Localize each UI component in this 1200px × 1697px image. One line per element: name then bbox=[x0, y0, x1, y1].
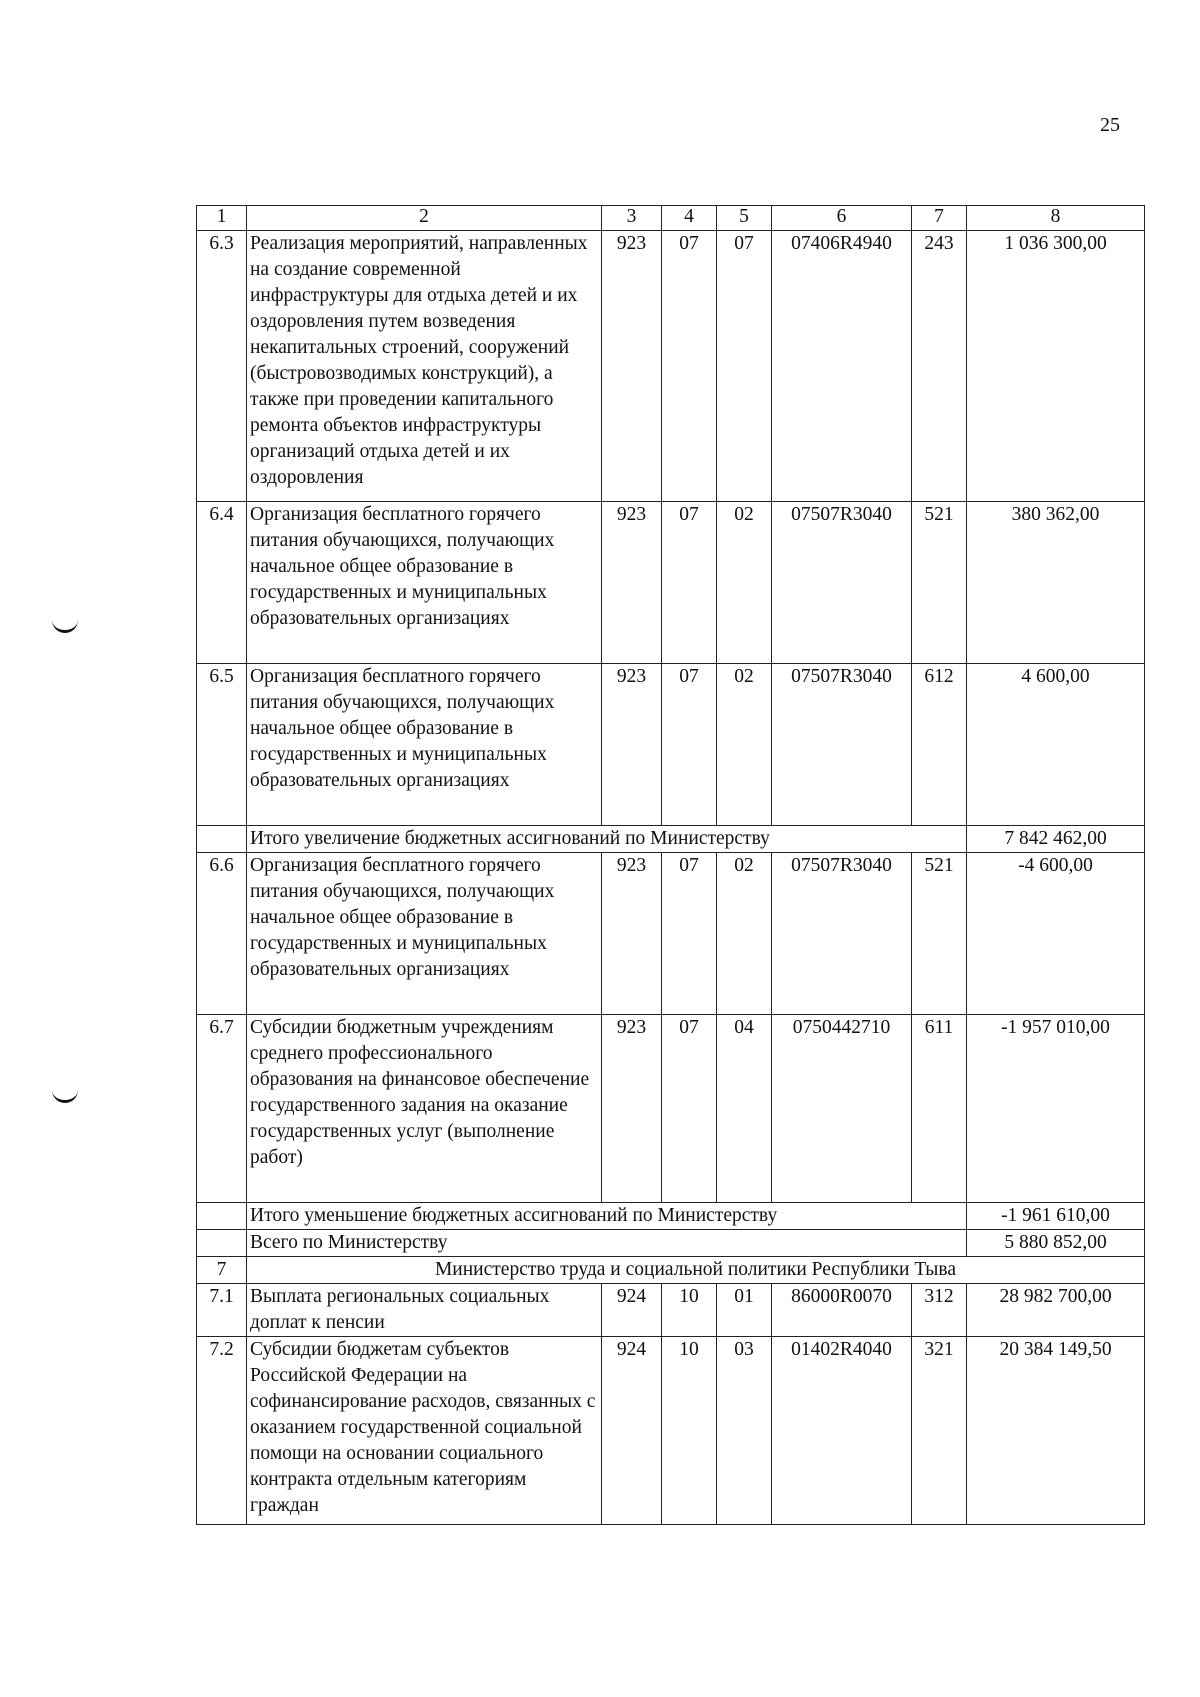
row-description: Организация бесплатного горячего питания обучающихся, получающих начальное общее образование в государственных и муниципальных образовательных организациях bbox=[247, 853, 602, 1015]
row-amount: -4 600,00 bbox=[967, 853, 1145, 1015]
row-description: Субсидии бюджетам субъектов Российской Федерации на софинансирование расходов, связанных с оказанием государственной социальной помощи на основании социального контракта отдельным категориям граждан bbox=[247, 1337, 602, 1525]
column-header: 8 bbox=[967, 206, 1145, 231]
table-row bbox=[197, 502, 1145, 664]
column-header: 5 bbox=[717, 206, 772, 231]
row-col-4: 10 bbox=[662, 1284, 717, 1337]
column-header: 2 bbox=[247, 206, 602, 231]
table-row bbox=[197, 1337, 1145, 1525]
row-col-7: 521 bbox=[912, 853, 967, 1015]
section-title: Министерство труда и социальной политики Республики Тыва bbox=[247, 1257, 1145, 1284]
page-number: 25 bbox=[1100, 114, 1120, 136]
row-col-3: 924 bbox=[602, 1337, 662, 1525]
row-number bbox=[197, 1203, 247, 1230]
row-col-6: 07406R4940 bbox=[772, 231, 912, 502]
table-row bbox=[197, 664, 1145, 826]
row-col-5: 01 bbox=[717, 1284, 772, 1337]
column-header: 6 bbox=[772, 206, 912, 231]
row-amount: 380 362,00 bbox=[967, 502, 1145, 664]
column-header: 4 bbox=[662, 206, 717, 231]
row-col-3: 923 bbox=[602, 231, 662, 502]
total-row bbox=[197, 1203, 1145, 1230]
row-description: Субсидии бюджетным учреждениям среднего профессионального образования на финансовое обеспечение государственного задания на оказание государственных услуг (выполнение работ) bbox=[247, 1015, 602, 1203]
row-col-5: 02 bbox=[717, 853, 772, 1015]
row-number bbox=[197, 1230, 247, 1257]
row-col-4: 07 bbox=[662, 853, 717, 1015]
row-col-4: 07 bbox=[662, 231, 717, 502]
total-label: Всего по Министерству bbox=[247, 1230, 967, 1257]
row-description: Организация бесплатного горячего питания обучающихся, получающих начальное общее образование в государственных и муниципальных образовательных организациях bbox=[247, 502, 602, 664]
row-col-3: 923 bbox=[602, 1015, 662, 1203]
margin-mark bbox=[52, 618, 78, 633]
row-number: 6.6 bbox=[197, 853, 247, 1015]
row-col-7: 312 bbox=[912, 1284, 967, 1337]
total-label: Итого увеличение бюджетных ассигнований по Министерству bbox=[247, 826, 967, 853]
row-amount: 28 982 700,00 bbox=[967, 1284, 1145, 1337]
row-amount: 20 384 149,50 bbox=[967, 1337, 1145, 1525]
row-number: 6.5 bbox=[197, 664, 247, 826]
section-row bbox=[197, 1257, 1145, 1284]
budget-table bbox=[196, 205, 1145, 1525]
row-col-6: 07507R3040 bbox=[772, 664, 912, 826]
row-col-7: 521 bbox=[912, 502, 967, 664]
row-col-3: 923 bbox=[602, 853, 662, 1015]
row-description: Реализация мероприятий, направленных на создание современной инфраструктуры для отдыха детей и их оздоровления путем возведения некапитальных строений, сооружений (быстровозводимых конструкций), а также при проведении капитального ремонта объектов инфраструктуры организаций отдыха детей и их оздоровления bbox=[247, 231, 602, 502]
row-number: 7.2 bbox=[197, 1337, 247, 1525]
row-col-4: 10 bbox=[662, 1337, 717, 1525]
row-col-7: 611 bbox=[912, 1015, 967, 1203]
row-number: 6.3 bbox=[197, 231, 247, 502]
total-amount: 7 842 462,00 bbox=[967, 826, 1145, 853]
row-col-5: 02 bbox=[717, 502, 772, 664]
row-col-5: 02 bbox=[717, 664, 772, 826]
row-number: 6.7 bbox=[197, 1015, 247, 1203]
row-col-4: 07 bbox=[662, 664, 717, 826]
row-description: Организация бесплатного горячего питания обучающихся, получающих начальное общее образование в государственных и муниципальных образовательных организациях bbox=[247, 664, 602, 826]
table-header-row bbox=[197, 206, 1145, 231]
row-number bbox=[197, 826, 247, 853]
row-col-5: 03 bbox=[717, 1337, 772, 1525]
column-header: 3 bbox=[602, 206, 662, 231]
row-col-7: 243 bbox=[912, 231, 967, 502]
row-col-5: 04 bbox=[717, 1015, 772, 1203]
row-col-5: 07 bbox=[717, 231, 772, 502]
row-col-7: 321 bbox=[912, 1337, 967, 1525]
row-col-3: 924 bbox=[602, 1284, 662, 1337]
total-row bbox=[197, 826, 1145, 853]
row-number: 6.4 bbox=[197, 502, 247, 664]
table-row bbox=[197, 1284, 1145, 1337]
row-col-6: 01402R4040 bbox=[772, 1337, 912, 1525]
row-description: Выплата региональных социальных доплат к пенсии bbox=[247, 1284, 602, 1337]
table-row bbox=[197, 1015, 1145, 1203]
table-row bbox=[197, 853, 1145, 1015]
row-amount: -1 957 010,00 bbox=[967, 1015, 1145, 1203]
column-header: 1 bbox=[197, 206, 247, 231]
row-col-6: 07507R3040 bbox=[772, 853, 912, 1015]
row-amount: 4 600,00 bbox=[967, 664, 1145, 826]
row-col-6: 86000R0070 bbox=[772, 1284, 912, 1337]
total-row bbox=[197, 1230, 1145, 1257]
section-number: 7 bbox=[197, 1257, 247, 1284]
table-row bbox=[197, 231, 1145, 502]
total-label: Итого уменьшение бюджетных ассигнований по Министерству bbox=[247, 1203, 967, 1230]
row-col-4: 07 bbox=[662, 502, 717, 664]
column-header: 7 bbox=[912, 206, 967, 231]
row-col-3: 923 bbox=[602, 664, 662, 826]
row-number: 7.1 bbox=[197, 1284, 247, 1337]
row-amount: 1 036 300,00 bbox=[967, 231, 1145, 502]
row-col-7: 612 bbox=[912, 664, 967, 826]
row-col-4: 07 bbox=[662, 1015, 717, 1203]
row-col-6: 0750442710 bbox=[772, 1015, 912, 1203]
row-col-6: 07507R3040 bbox=[772, 502, 912, 664]
margin-mark bbox=[52, 1088, 78, 1103]
total-amount: 5 880 852,00 bbox=[967, 1230, 1145, 1257]
total-amount: -1 961 610,00 bbox=[967, 1203, 1145, 1230]
row-col-3: 923 bbox=[602, 502, 662, 664]
